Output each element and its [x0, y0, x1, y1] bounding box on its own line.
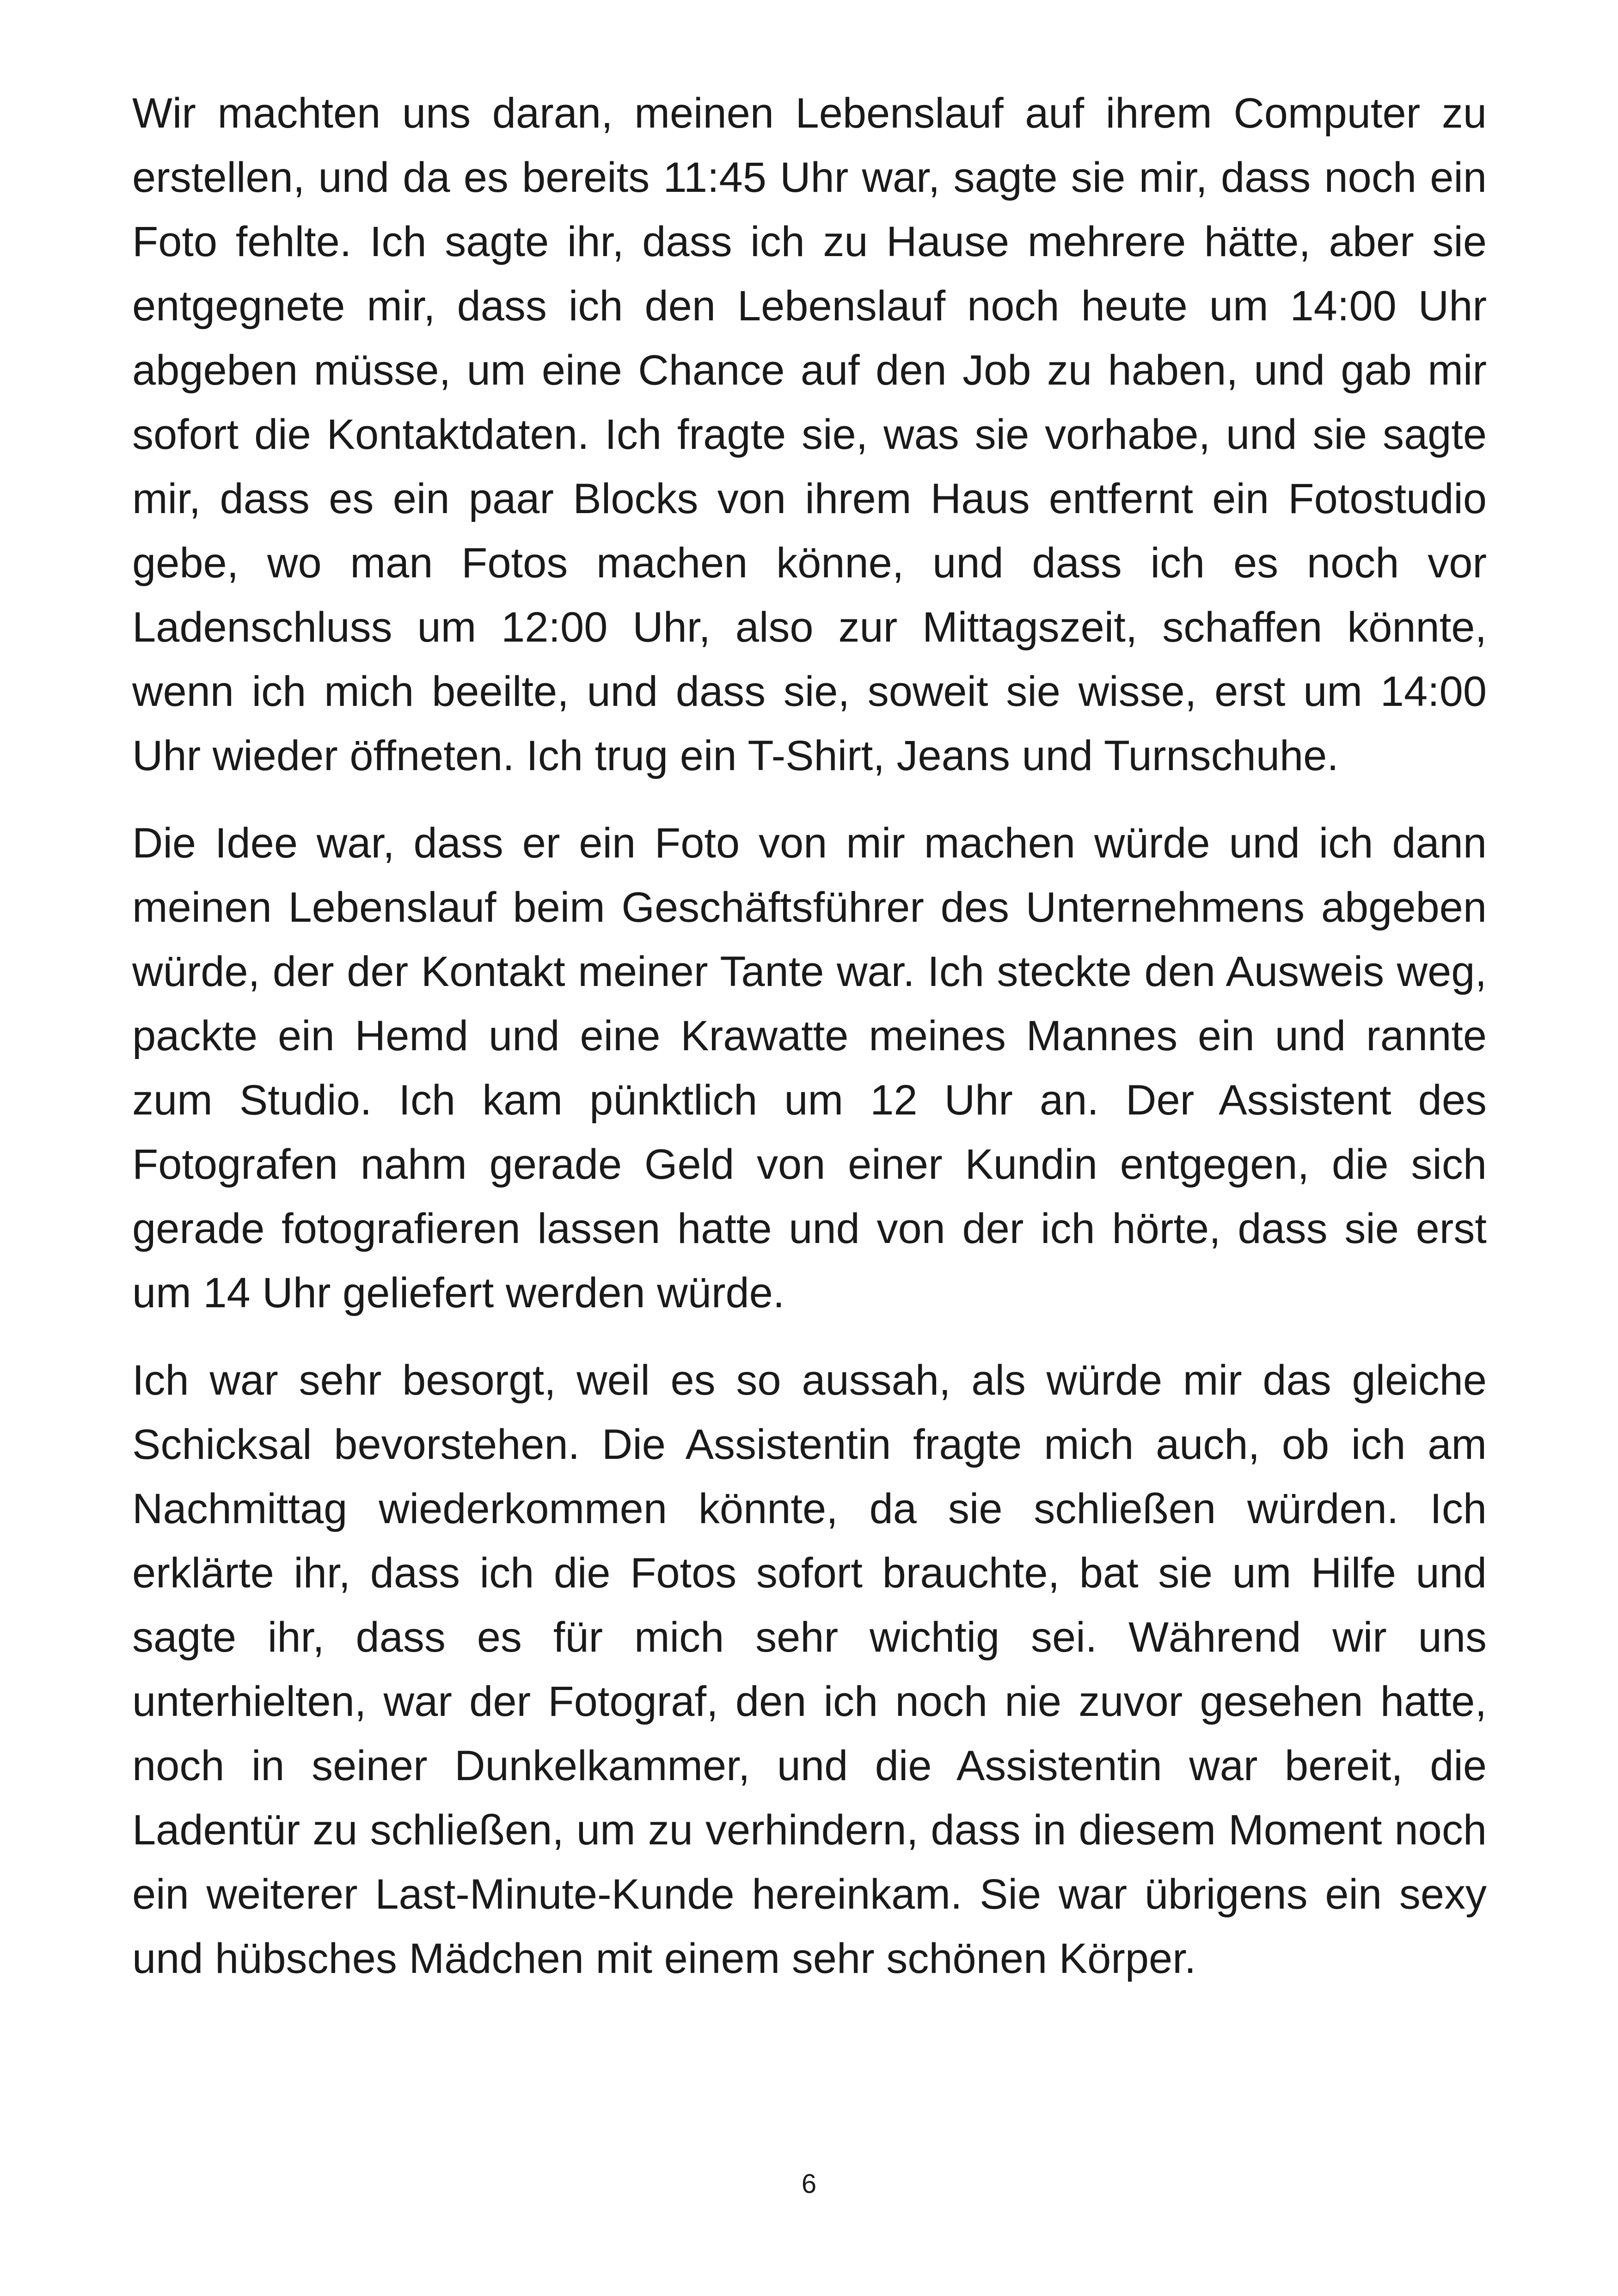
paragraph-2: Die Idee war, dass er ein Foto von mir machen würde und ich dann meinen Lebenslauf beim Geschäftsführer des Unternehmens abgeben würde, der der Kontakt meiner Tante war. Ich steckte den Ausweis weg, packte ein Hemd und eine Krawatte meines Mannes ein und rannte zum Studio. Ich kam pünktlich um 12 Uhr an. Der Assistent des Fotografen nahm gerade Geld von einer Kundin entgegen, die sich gerade fotografieren lassen hatte und von der ich hörte, dass sie erst um 14 Uhr geliefert werden würde.	[132, 820, 1487, 1316]
paragraph-1: Wir machten uns daran, meinen Lebenslauf auf ihrem Computer zu erstellen, und da es bereits 11:45 Uhr war, sagte sie mir, dass noch ein Foto fehlte. Ich sagte ihr, dass ich zu Hause mehrere hätte, aber sie entgegnete mir, dass ich den Lebenslauf noch heute um 14:00 Uhr abgeben müsse, um eine Chance auf den Job zu haben, und gab mir sofort die Kontaktdaten. Ich fragte sie, was sie vorhabe, und sie sagte mir, dass es ein paar Blocks von ihrem Haus entfernt ein Fotostudio gebe, wo man Fotos machen könne, und dass ich es noch vor Ladenschluss um 12:00 Uhr, also zur Mittagszeit, schaffen könnte, wenn ich mich beeilte, und dass sie, soweit sie wisse, erst um 14:00 Uhr wieder öffneten. Ich trug ein T-Shirt, Jeans und Turnschuhe.	[132, 90, 1487, 779]
page-number: 6	[801, 2169, 817, 2199]
paragraph-3: Ich war sehr besorgt, weil es so aussah, als würde mir das gleiche Schicksal bevorstehen. Die Assistentin fragte mich auch, ob ich am Nachmittag wiederkommen könnte, da sie schließen würden. Ich erklärte ihr, dass ich die Fotos sofort brauchte, bat sie um Hilfe und sagte ihr, dass es für mich sehr wichtig sei. Während wir uns unterhielten, war der Fotograf, den ich noch nie zuvor gesehen hatte, noch in seiner Dunkelkammer, und die Assistentin war bereit, die Ladentür zu schließen, um zu verhindern, dass in diesem Moment noch ein weiterer Last-Minute-Kunde hereinkam. Sie war übrigens ein sexy und hübsches Mädchen mit einem sehr schönen Körper.	[132, 1357, 1487, 1982]
body-text	[132, 81, 1487, 2014]
